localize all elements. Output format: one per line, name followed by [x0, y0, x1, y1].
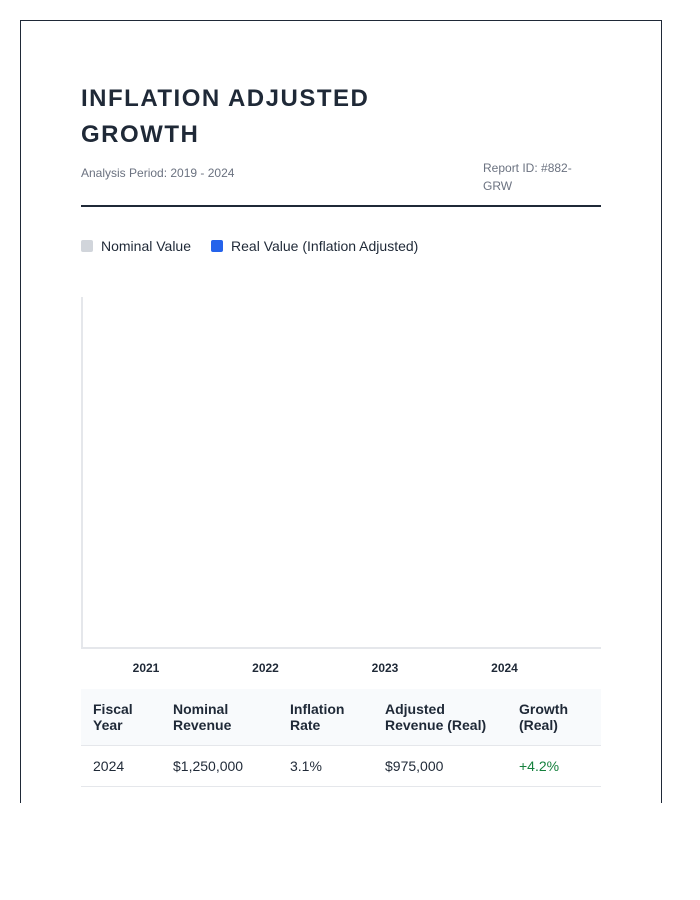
header-fiscal-year: Fiscal Year	[81, 689, 161, 746]
cell-inflation-rate	[278, 787, 373, 804]
cell-growth-real: +4.2%	[507, 746, 601, 787]
data-table	[81, 689, 601, 803]
x-tick-label: 2022	[252, 661, 279, 675]
legend-label-real: Real Value (Inflation Adjusted)	[231, 238, 419, 254]
report-sheet	[20, 20, 662, 803]
header-inflation-rate: Inflation Rate	[278, 689, 373, 746]
chart-legend	[81, 238, 438, 254]
table-row	[81, 787, 601, 804]
table-header-row	[81, 689, 601, 746]
legend-swatch-nominal	[81, 240, 93, 252]
legend-item-nominal	[81, 238, 191, 254]
header-growth-real: Growth (Real)	[507, 689, 601, 746]
cell-nominal-revenue: $1,250,000	[161, 746, 278, 787]
cell-inflation-rate: 3.1%	[278, 746, 373, 787]
header-nominal-revenue: Nominal Revenue	[161, 689, 278, 746]
x-tick-label: 2021	[132, 661, 160, 675]
analysis-period: Analysis Period: 2019 - 2024	[81, 166, 235, 180]
cell-nominal-revenue	[161, 787, 278, 804]
header-adjusted-revenue: Adjusted Revenue (Real)	[373, 689, 507, 746]
cell-fiscal-year	[81, 787, 161, 804]
cell-adjusted-revenue	[373, 787, 507, 804]
table-row	[81, 746, 601, 787]
header-divider	[81, 205, 601, 207]
report-title: INFLATION ADJUSTED GROWTH	[81, 85, 370, 148]
x-tick-label: 2023	[371, 661, 399, 675]
legend-label-nominal: Nominal Value	[101, 238, 192, 254]
x-tick-label: 2024	[491, 661, 518, 675]
cell-adjusted-revenue: $975,000	[373, 746, 507, 787]
growth-bar-chart	[81, 297, 601, 697]
report-id: Report ID: #882-GRW	[483, 161, 572, 193]
cell-growth-real	[507, 787, 601, 804]
data-table-container	[81, 689, 601, 803]
legend-swatch-real	[211, 240, 223, 252]
cell-fiscal-year: 2024	[81, 746, 161, 787]
legend-item-real	[211, 238, 418, 254]
